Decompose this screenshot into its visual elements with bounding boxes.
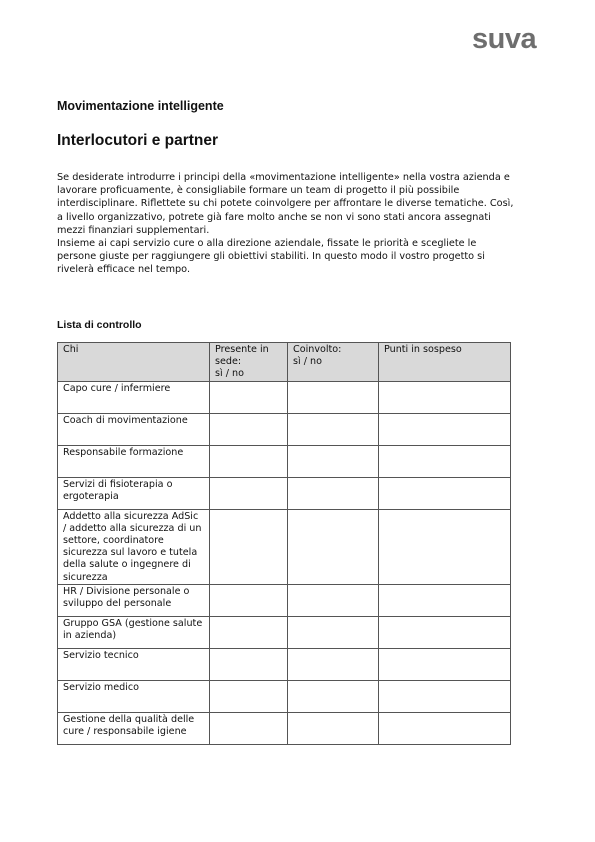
coinvolto-cell[interactable] <box>288 413 379 445</box>
column-header-coinvolto: Coinvolto: sì / no <box>288 343 379 382</box>
punti-sospeso-cell[interactable] <box>379 584 511 616</box>
document-title: Interlocutori e partner <box>57 132 219 149</box>
column-header-punti-sospeso: Punti in sospeso <box>379 343 511 382</box>
presente-cell[interactable] <box>210 477 288 509</box>
table-row <box>58 584 511 616</box>
punti-sospeso-cell[interactable] <box>379 616 511 648</box>
row-label: Addetto alla sicurezza AdSic / addetto alla sicurezza di un settore, coordinatore sicurezza sul lavoro e tutela della salute o ingegnere di sicurezza <box>58 509 210 584</box>
coinvolto-cell[interactable] <box>288 381 379 413</box>
document-subtitle: Movimentazione intelligente <box>57 99 224 113</box>
punti-sospeso-cell[interactable] <box>379 509 511 584</box>
coinvolto-cell[interactable] <box>288 616 379 648</box>
row-label: Servizi di fisioterapia o ergoterapia <box>58 477 210 509</box>
presente-cell[interactable] <box>210 648 288 680</box>
table-row <box>58 509 511 584</box>
coinvolto-cell[interactable] <box>288 584 379 616</box>
coinvolto-cell[interactable] <box>288 712 379 744</box>
punti-sospeso-cell[interactable] <box>379 680 511 712</box>
table-row <box>58 616 511 648</box>
row-label: HR / Divisione personale o sviluppo del personale <box>58 584 210 616</box>
presente-cell[interactable] <box>210 445 288 477</box>
column-header-chi: Chi <box>58 343 210 382</box>
coinvolto-cell[interactable] <box>288 648 379 680</box>
punti-sospeso-cell[interactable] <box>379 712 511 744</box>
table-row <box>58 413 511 445</box>
intro-paragraph-2: Insieme ai capi servizio cure o alla direzione aziendale, fissate le priorità e scegliete le persone giuste per raggiungere gli obiettivi stabiliti. In questo modo il vostro progetto si rivelerà efficace nel tempo. <box>57 238 485 276</box>
table-row <box>58 445 511 477</box>
row-label: Servizio tecnico <box>58 648 210 680</box>
presente-cell[interactable] <box>210 712 288 744</box>
coinvolto-cell[interactable] <box>288 445 379 477</box>
presente-cell[interactable] <box>210 413 288 445</box>
suva-logo: suva <box>472 23 537 55</box>
table-row <box>58 680 511 712</box>
checklist-table <box>57 342 511 745</box>
punti-sospeso-cell[interactable] <box>379 381 511 413</box>
checklist-label: Lista di controllo <box>57 319 142 331</box>
intro-paragraph-1: Se desiderate introdurre i principi della «movimentazione intelligente» nella vostra azienda e lavorare proficuamente, è consigliabile formare un team di progetto il più possibile interdisciplinare. Riflettete su chi potete coinvolgere per affrontare le diverse tematiche. Così, a livello organizzativo, potrete già fare molto anche se non vi sono stati ancora assegnati mezzi finanziari supplementari. <box>57 172 514 236</box>
table-row <box>58 648 511 680</box>
presente-cell[interactable] <box>210 584 288 616</box>
punti-sospeso-cell[interactable] <box>379 413 511 445</box>
coinvolto-cell[interactable] <box>288 509 379 584</box>
row-label: Coach di movimentazione <box>58 413 210 445</box>
punti-sospeso-cell[interactable] <box>379 445 511 477</box>
presente-cell[interactable] <box>210 680 288 712</box>
table-row <box>58 477 511 509</box>
row-label: Capo cure / infermiere <box>58 381 210 413</box>
row-label: Responsabile formazione <box>58 445 210 477</box>
presente-cell[interactable] <box>210 381 288 413</box>
intro-text <box>57 171 517 277</box>
row-label: Gestione della qualità delle cure / responsabile igiene <box>58 712 210 744</box>
coinvolto-cell[interactable] <box>288 477 379 509</box>
column-header-presente: Presente in sede: sì / no <box>210 343 288 382</box>
punti-sospeso-cell[interactable] <box>379 477 511 509</box>
presente-cell[interactable] <box>210 509 288 584</box>
table-row <box>58 381 511 413</box>
punti-sospeso-cell[interactable] <box>379 648 511 680</box>
presente-cell[interactable] <box>210 616 288 648</box>
table-row <box>58 712 511 744</box>
row-label: Gruppo GSA (gestione salute in azienda) <box>58 616 210 648</box>
coinvolto-cell[interactable] <box>288 680 379 712</box>
row-label: Servizio medico <box>58 680 210 712</box>
table-header-row <box>58 343 511 382</box>
